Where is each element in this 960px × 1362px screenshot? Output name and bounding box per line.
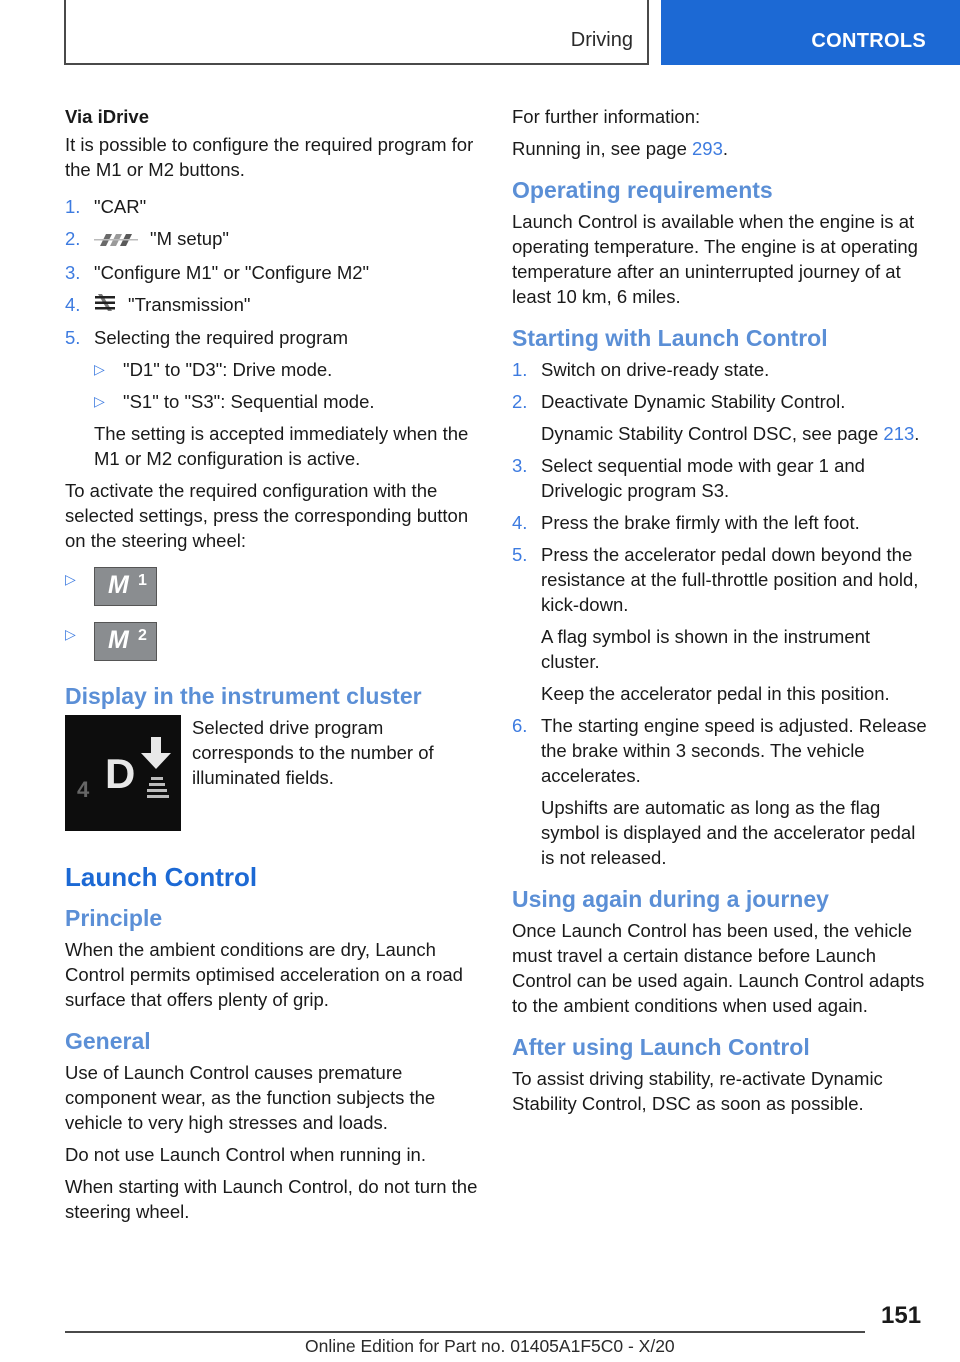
list-item: 1. "CAR"	[65, 196, 147, 217]
list-item: 2. Deactivate Dynamic Stability Control. Dynamic Stability Control DSC, see page 213.	[512, 389, 927, 446]
chapter-title: CONTROLS	[811, 30, 926, 52]
down-arrow-icon	[141, 737, 171, 771]
page-number: 151	[881, 1302, 922, 1329]
list-item: 2. "M setup"	[65, 226, 480, 253]
list-item	[65, 622, 480, 661]
launch-control-heading: Launch Control	[65, 862, 258, 893]
list-item: 3. "Configure M1" or "Configure M2"	[65, 261, 370, 283]
general-text-3: When starting with Launch Control, do not turn the steering wheel.	[65, 1176, 478, 1223]
page-293-link[interactable]: 293	[692, 138, 723, 159]
setting-note: The setting is accepted immediately when the M1 or M2 configuration is active.	[94, 423, 469, 470]
principle-heading: Principle	[65, 905, 163, 932]
list-item: 4. Press the brake firmly with the left foot.	[512, 512, 860, 533]
list-item: 6. The starting engine speed is adjusted. Release the brake within 3 seconds. The vehicle accelerates. Upshifts are automatic as long as the flag symbol is displayed and the accelerator pedal is not released.	[512, 715, 927, 868]
page-213-link[interactable]: 213	[883, 423, 915, 444]
list-item	[65, 567, 480, 606]
list-item: 3. Select sequential mode with gear 1 and Drivelogic program S3.	[512, 455, 865, 501]
list-item: 1. Switch on drive-ready state.	[512, 359, 770, 380]
general-text-1: Use of Launch Control causes premature component wear, as the function subjects the vehicle to very high stresses and loads.	[65, 1062, 436, 1134]
list-item: 5. Press the accelerator pedal down beyond the resistance at the full-throttle position and hold, kick-down. A flag symbol is shown in the instrument cluster. Keep the accelerator pedal in this position.	[512, 542, 927, 706]
display-section	[65, 715, 480, 831]
list-item: 4. "Transmission"	[65, 292, 480, 319]
via-idrive-text: It is possible to configure the required program for the M1 or M2 buttons.	[65, 134, 474, 180]
principle-text: When the ambient conditions are dry, Launch Control permits optimised acceleration on a road surface that offers plenty of grip.	[65, 939, 463, 1011]
flag-note: A flag symbol is shown in the instrument cluster.	[541, 626, 871, 672]
right-column	[512, 104, 927, 1123]
display-heading: Display in the instrument cluster	[65, 683, 422, 710]
instrument-cluster-image: 4 D	[65, 715, 181, 831]
activate-text: To activate the required configuration with the selected settings, press the corresponding button on the steering wheel:	[65, 480, 469, 552]
running-in-ref: Running in, see page 293.	[512, 138, 729, 159]
bullet-triangle-icon: ▷	[65, 626, 76, 643]
bullet-triangle-icon: ▷	[65, 571, 76, 588]
bullet-triangle-icon: ▷	[94, 393, 105, 410]
after-using-text: To assist driving stability, re-activate Dynamic Stability Control, DSC as soon as possible.	[512, 1068, 883, 1114]
header-section-tab	[64, 0, 649, 65]
upshift-note: Upshifts are automatic as long as the flag symbol is displayed and the accelerator pedal is not released.	[541, 797, 916, 868]
bullet-triangle-icon: ▷	[94, 361, 105, 378]
further-info-text: For further information:	[512, 106, 701, 127]
section-title: Driving	[570, 29, 633, 51]
transmission-icon	[94, 293, 116, 318]
general-text-2: Do not use Launch Control when running in.	[65, 1144, 426, 1166]
footer-edition: Online Edition for Part no. 01405A1F5C0 - X/20	[305, 1336, 675, 1356]
list-item: 5. Selecting the required program	[65, 327, 349, 349]
m1-button-icon: M 1	[94, 567, 157, 606]
keep-note: Keep the accelerator pedal in this position.	[541, 683, 890, 704]
starting-heading: Starting with Launch Control	[512, 325, 828, 351]
m-setup-icon	[94, 228, 138, 253]
list-item: ▷ "D1" to "D3": Drive mode.	[94, 359, 333, 381]
after-using-heading: After using Launch Control	[512, 1034, 810, 1060]
m2-button-icon: M 2	[94, 622, 157, 661]
using-again-heading: Using again during a journey	[512, 886, 829, 912]
header-chapter-tab	[661, 0, 960, 65]
operating-text: Launch Control is available when the engine is at operating temperature. The engine is at operating temperature after an uninterrupted journey of at least 10 km, 6 miles.	[512, 211, 918, 307]
list-item: ▷ "S1" to "S3": Sequential mode.	[94, 391, 375, 413]
footer-divider	[65, 1331, 865, 1333]
using-again-text: Once Launch Control has been used, the vehicle must travel a certain distance before Launch Control can be used again. Launch Control adapts to the ambient conditions when used again.	[512, 920, 925, 1016]
display-text: Selected drive program corresponds to the number of illuminated fields.	[192, 717, 434, 789]
via-idrive-heading: Via iDrive	[65, 106, 149, 127]
general-heading: General	[65, 1028, 151, 1055]
left-column	[65, 104, 480, 1231]
operating-requirements-heading: Operating requirements	[512, 177, 773, 203]
dsc-ref: Dynamic Stability Control DSC, see page 213.	[541, 423, 920, 444]
illuminated-fields-icon	[147, 777, 171, 799]
